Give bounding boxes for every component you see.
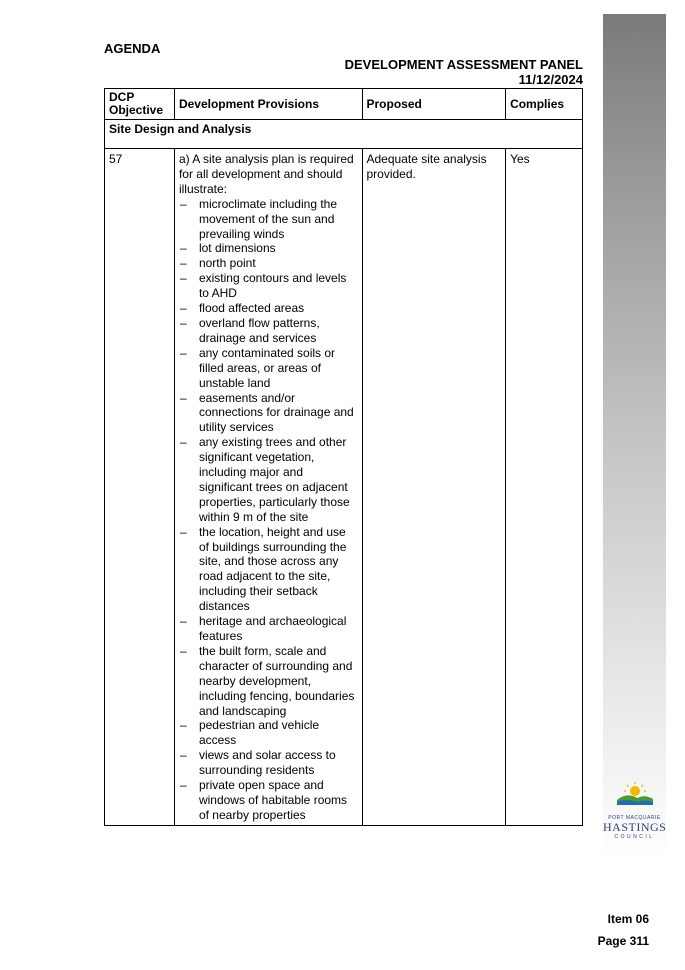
table-row [105, 149, 583, 826]
panel-heading: DEVELOPMENT ASSESSMENT PANEL [344, 57, 583, 72]
list-item: – north point [179, 256, 358, 271]
logo-line-3: COUNCIL [614, 834, 655, 840]
provisions-cell [174, 149, 362, 826]
objective-number: 57 [105, 149, 175, 826]
list-item: – heritage and archaeological features [179, 614, 358, 644]
list-item: – easements and/or connections for drainage and utility services [179, 391, 358, 436]
section-row [105, 120, 583, 149]
col-dcp-objective: DCP Objective [105, 89, 175, 120]
list-item: – existing contours and levels to AHD [179, 271, 358, 301]
sun-hills-icon [615, 780, 655, 808]
item-number: Item 06 [607, 912, 649, 926]
list-item: – lot dimensions [179, 241, 358, 256]
list-item: – views and solar access to surrounding residents [179, 748, 358, 778]
provisions-intro: a) A site analysis plan is required for all development and should illustrate: [178, 152, 354, 196]
decorative-sidebar [603, 14, 666, 864]
logo-line-2: HASTINGS [603, 820, 667, 834]
section-title: Site Design and Analysis [105, 120, 583, 149]
list-item: – overland flow patterns, drainage and services [179, 316, 358, 346]
assessment-table [104, 88, 583, 826]
list-item: – pedestrian and vehicle access [179, 718, 358, 748]
col-proposed: Proposed [362, 89, 506, 120]
list-item: – any existing trees and other significant vegetation, including major and significant trees on adjacent properties, particularly those within 9 m of the site [179, 435, 358, 524]
table-header-row [105, 89, 583, 120]
page-number: Page 311 [597, 934, 649, 948]
proposed-cell: Adequate site analysis provided. [362, 149, 506, 826]
meeting-date: 11/12/2024 [518, 72, 583, 87]
agenda-heading: AGENDA [104, 41, 161, 56]
col-development-provisions: Development Provisions [174, 89, 362, 120]
logo-line-1: PORT MACQUARIE [608, 815, 661, 821]
col-complies: Complies [506, 89, 583, 120]
list-item: – flood affected areas [179, 301, 358, 316]
list-item: – the location, height and use of buildings surrounding the site, and those across any road adjacent to the site, including their setback distances [179, 525, 358, 614]
list-item: – microclimate including the movement of the sun and prevailing winds [179, 197, 358, 242]
list-item: – any contaminated soils or filled areas, or areas of unstable land [179, 346, 358, 391]
list-item: – private open space and windows of habitable rooms of nearby properties [179, 778, 358, 823]
provisions-list [179, 197, 358, 823]
list-item: – the built form, scale and character of surrounding and nearby development, including fencing, boundaries and landscaping [179, 644, 358, 719]
council-logo [603, 780, 666, 840]
complies-cell: Yes [506, 149, 583, 826]
